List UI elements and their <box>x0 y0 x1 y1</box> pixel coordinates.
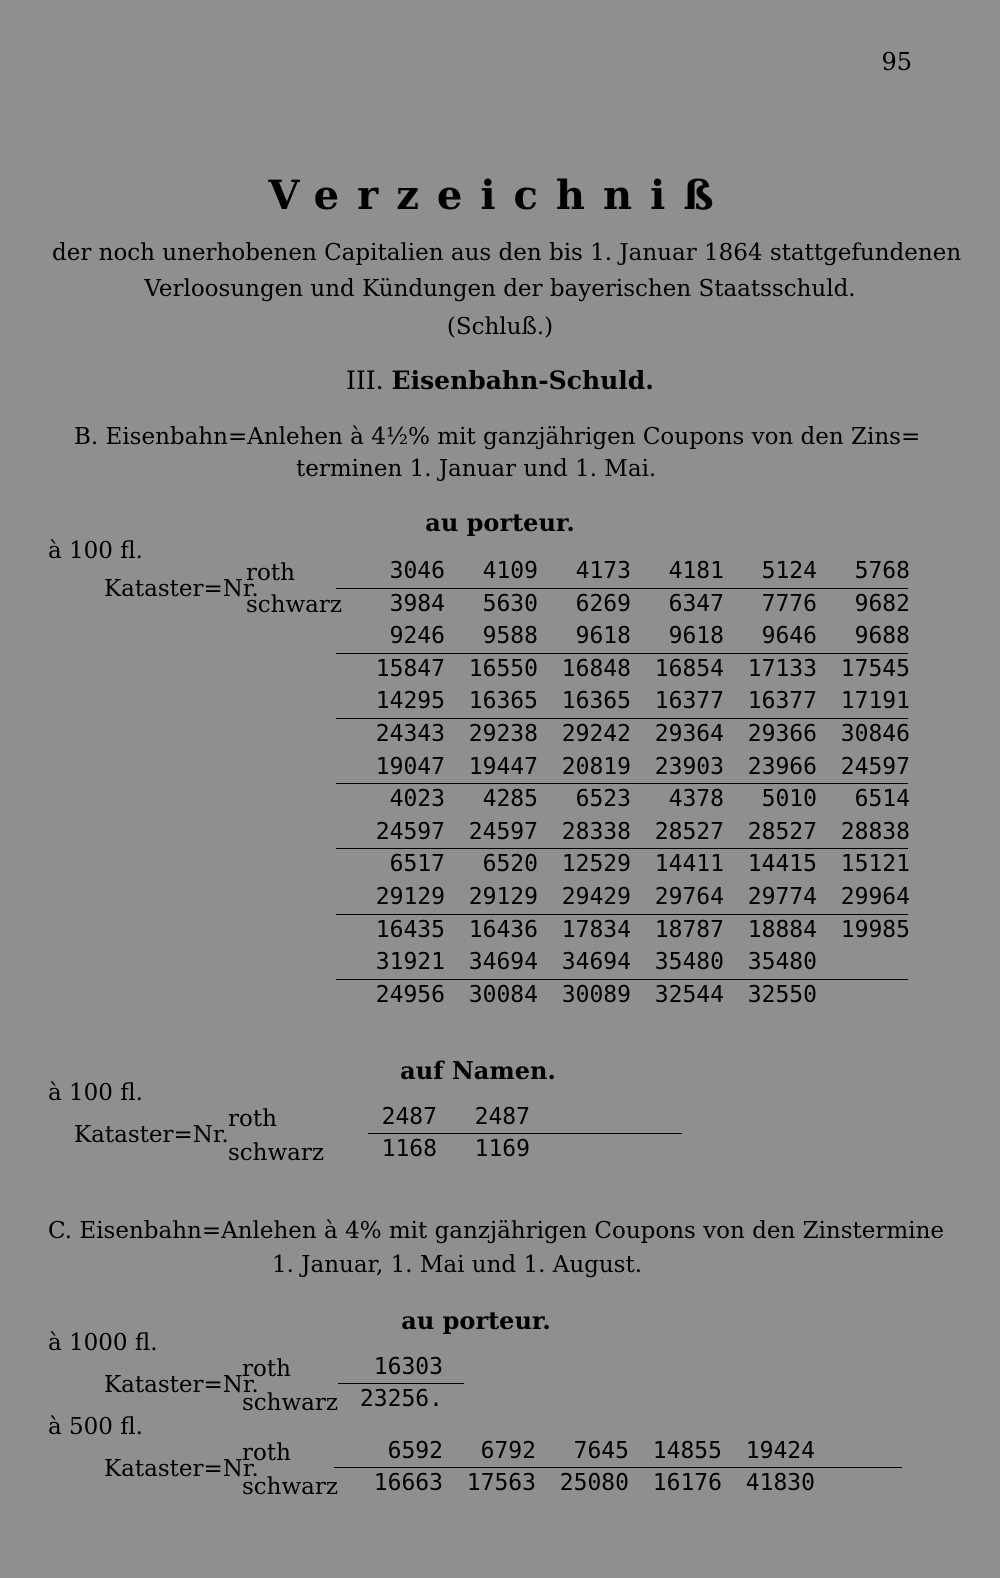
table-cell: 9588 <box>482 623 538 650</box>
section-title: Eisenbahn-Schuld. <box>391 366 654 395</box>
table-cell: 4378 <box>668 786 724 813</box>
schwarz-label-1000: schwarz <box>242 1390 339 1416</box>
table-cell: 9682 <box>854 590 910 617</box>
table-cell: 29129 <box>468 884 538 910</box>
table-cell: 29366 <box>747 721 817 747</box>
table-cell: 16365 <box>468 688 538 715</box>
page-title: Verzeichniß <box>268 172 732 219</box>
table-cell: 29774 <box>747 884 817 910</box>
kataster-label-b: Kataster=Nr. <box>104 576 259 602</box>
rule-line <box>336 914 908 915</box>
au-porteur-heading-c: au porteur. <box>401 1306 551 1335</box>
denomination-1000: à 1000 fl. <box>48 1330 158 1356</box>
roth-label-500: roth <box>242 1440 291 1466</box>
table-cell: 16848 <box>561 655 631 682</box>
table-cell: 15121 <box>840 851 910 878</box>
table-cell: 30084 <box>468 981 538 1008</box>
au-porteur-heading-b: au porteur. <box>425 508 575 537</box>
table-cell: 25080 <box>559 1470 629 1496</box>
table-cell: 32544 <box>654 981 724 1008</box>
table-cell: 16854 <box>654 655 724 682</box>
kataster-label-1000: Kataster=Nr. <box>104 1372 259 1398</box>
table-cell: 18884 <box>747 916 817 943</box>
table-cell: 19985 <box>840 916 910 943</box>
denomination-100-namen: à 100 fl. <box>48 1080 143 1106</box>
table-row <box>352 623 910 649</box>
table-cell: 29129 <box>375 884 445 910</box>
table-cell: 24343 <box>375 721 445 747</box>
table-cell: 9646 <box>761 623 817 650</box>
table-row <box>352 591 910 617</box>
table-cell: 5124 <box>761 558 817 584</box>
denomination-500: à 500 fl. <box>48 1414 143 1440</box>
table-row <box>352 754 910 780</box>
section-number: III. <box>346 366 384 395</box>
table-row <box>352 558 910 584</box>
table-cell: 19424 <box>745 1438 815 1464</box>
table-cell: 6592 <box>387 1438 443 1464</box>
table-cell: 34694 <box>561 949 631 976</box>
table-cell: 41830 <box>745 1470 815 1496</box>
table-cell: 7645 <box>573 1438 629 1464</box>
table-cell: 16303 <box>373 1354 443 1380</box>
table-cell: 23966 <box>747 753 817 780</box>
table-cell: 28527 <box>747 818 817 845</box>
denomination-100-b: à 100 fl. <box>48 538 143 564</box>
table-cell: 6517 <box>389 851 445 878</box>
section-c-line-1: C. Eisenbahn=Anlehen à 4% mit ganzjährigen Coupons von den Zinstermine <box>48 1218 944 1244</box>
table-cell: 6514 <box>854 786 910 813</box>
table-cell: 9618 <box>668 623 724 650</box>
table-cell: 24597 <box>375 818 445 845</box>
table-row <box>352 884 910 910</box>
table-cell: 29364 <box>654 721 724 747</box>
table-cell: 9618 <box>575 623 631 650</box>
table-cell: 12529 <box>561 851 631 878</box>
table-cell: 17133 <box>747 655 817 682</box>
table-cell: 35480 <box>654 949 724 976</box>
table-cell: 16435 <box>375 916 445 943</box>
table-cell: 24597 <box>840 753 910 780</box>
auf-namen-heading: auf Namen. <box>400 1056 556 1085</box>
table-row <box>352 656 910 682</box>
rule-line <box>338 1383 464 1384</box>
table-cell: 3046 <box>389 558 445 584</box>
section-b-line-1: B. Eisenbahn=Anlehen à 4½% mit ganzjährigen Coupons von den Zins= <box>74 424 921 450</box>
table-cell: 2487 <box>474 1104 530 1130</box>
table-row <box>344 1136 530 1162</box>
table-cell: 29964 <box>840 884 910 910</box>
table-cell: 5010 <box>761 786 817 813</box>
roth-label-b: roth <box>246 560 295 586</box>
subtitle-line-3: (Schluß.) <box>446 314 554 340</box>
table-cell: 32550 <box>747 981 817 1008</box>
roth-label-namen: roth <box>228 1106 277 1132</box>
table-row <box>344 1104 530 1130</box>
table-cell: 16550 <box>468 655 538 682</box>
table-cell: 6347 <box>668 590 724 617</box>
table-cell: 9688 <box>854 623 910 650</box>
table-cell: 18787 <box>654 916 724 943</box>
table-cell: 6520 <box>482 851 538 878</box>
table-row <box>352 688 910 714</box>
rule-line <box>336 783 908 784</box>
schwarz-label-namen: schwarz <box>228 1140 325 1166</box>
table-cell: 3984 <box>389 590 445 617</box>
table-row <box>350 1470 815 1496</box>
rule-line <box>368 1133 682 1134</box>
table-cell: 6269 <box>575 590 631 617</box>
table-cell: 17563 <box>466 1470 536 1496</box>
schwarz-label-b: schwarz <box>246 592 343 618</box>
table-row <box>352 982 910 1008</box>
table-cell: 1168 <box>381 1136 437 1162</box>
table-cell: 4023 <box>389 786 445 813</box>
table-cell: 35480 <box>747 949 817 976</box>
table-cell <box>817 982 910 1008</box>
table-cell: 24956 <box>375 981 445 1008</box>
rule-line <box>336 588 908 589</box>
table-cell: 19047 <box>375 753 445 780</box>
table-row <box>352 917 910 943</box>
rule-line <box>336 718 908 719</box>
table-cell: 4285 <box>482 786 538 813</box>
table-cell: 29764 <box>654 884 724 910</box>
table-row <box>350 1354 443 1380</box>
table-cell: 2487 <box>381 1104 437 1130</box>
table-row <box>350 1386 443 1412</box>
table-cell: 7776 <box>761 590 817 617</box>
table-cell: 14415 <box>747 851 817 878</box>
table-cell: 17191 <box>840 688 910 715</box>
table-cell: 16176 <box>652 1470 722 1496</box>
table-cell: 6792 <box>480 1438 536 1464</box>
table-cell: 34694 <box>468 949 538 976</box>
table-row <box>352 786 910 812</box>
table-cell: 16377 <box>747 688 817 715</box>
rule-line <box>334 1467 902 1468</box>
table-cell: 24597 <box>468 818 538 845</box>
table-cell: 28338 <box>561 818 631 845</box>
table-cell: 4173 <box>575 558 631 584</box>
table-cell: 30846 <box>840 721 910 747</box>
table-row <box>352 949 910 975</box>
subtitle-line-1: der noch unerhobenen Capitalien aus den bis 1. Januar 1864 stattgefundenen <box>52 240 962 266</box>
table-cell: 28838 <box>840 818 910 845</box>
table-cell: 17545 <box>840 655 910 682</box>
table-cell: 4181 <box>668 558 724 584</box>
section-c-line-2: 1. Januar, 1. Mai und 1. August. <box>272 1252 643 1278</box>
table-cell: 15847 <box>375 655 445 682</box>
table-cell: 4109 <box>482 558 538 584</box>
kataster-label-500: Kataster=Nr. <box>104 1456 259 1482</box>
table-cell: 29429 <box>561 884 631 910</box>
table-cell: 16436 <box>468 916 538 943</box>
schwarz-label-500: schwarz <box>242 1474 339 1500</box>
table-cell: 16377 <box>654 688 724 715</box>
table-cell: 19447 <box>468 753 538 780</box>
table-cell: 14855 <box>652 1438 722 1464</box>
section-heading <box>0 366 1000 395</box>
table-cell: 5768 <box>854 558 910 584</box>
table-cell: 23256. <box>359 1386 443 1412</box>
table-cell: 17834 <box>561 916 631 943</box>
table-row <box>352 851 910 877</box>
table-cell: 23903 <box>654 753 724 780</box>
rule-line <box>336 848 908 849</box>
table-cell <box>817 949 910 975</box>
table-cell: 29238 <box>468 721 538 747</box>
table-cell: 6523 <box>575 786 631 813</box>
table-cell: 16663 <box>373 1470 443 1496</box>
page-number: 95 <box>881 48 912 76</box>
table-cell: 28527 <box>654 818 724 845</box>
table-cell: 9246 <box>389 623 445 650</box>
table-cell: 20819 <box>561 753 631 780</box>
section-b-line-2: terminen 1. Januar und 1. Mai. <box>296 456 657 482</box>
table-cell: 14295 <box>375 688 445 715</box>
table-cell: 16365 <box>561 688 631 715</box>
kataster-label-namen: Kataster=Nr. <box>74 1122 229 1148</box>
table-row <box>352 721 910 747</box>
table-row <box>352 819 910 845</box>
table-row <box>350 1438 815 1464</box>
table-cell: 29242 <box>561 721 631 747</box>
table-cell: 14411 <box>654 851 724 878</box>
subtitle-line-2: Verloosungen und Kündungen der bayerischen Staatsschuld. <box>144 276 856 302</box>
table-cell: 30089 <box>561 981 631 1008</box>
table-cell: 5630 <box>482 590 538 617</box>
rule-line <box>336 979 908 980</box>
rule-line <box>336 653 908 654</box>
roth-label-1000: roth <box>242 1356 291 1382</box>
table-cell: 31921 <box>375 949 445 976</box>
table-cell: 1169 <box>474 1136 530 1162</box>
